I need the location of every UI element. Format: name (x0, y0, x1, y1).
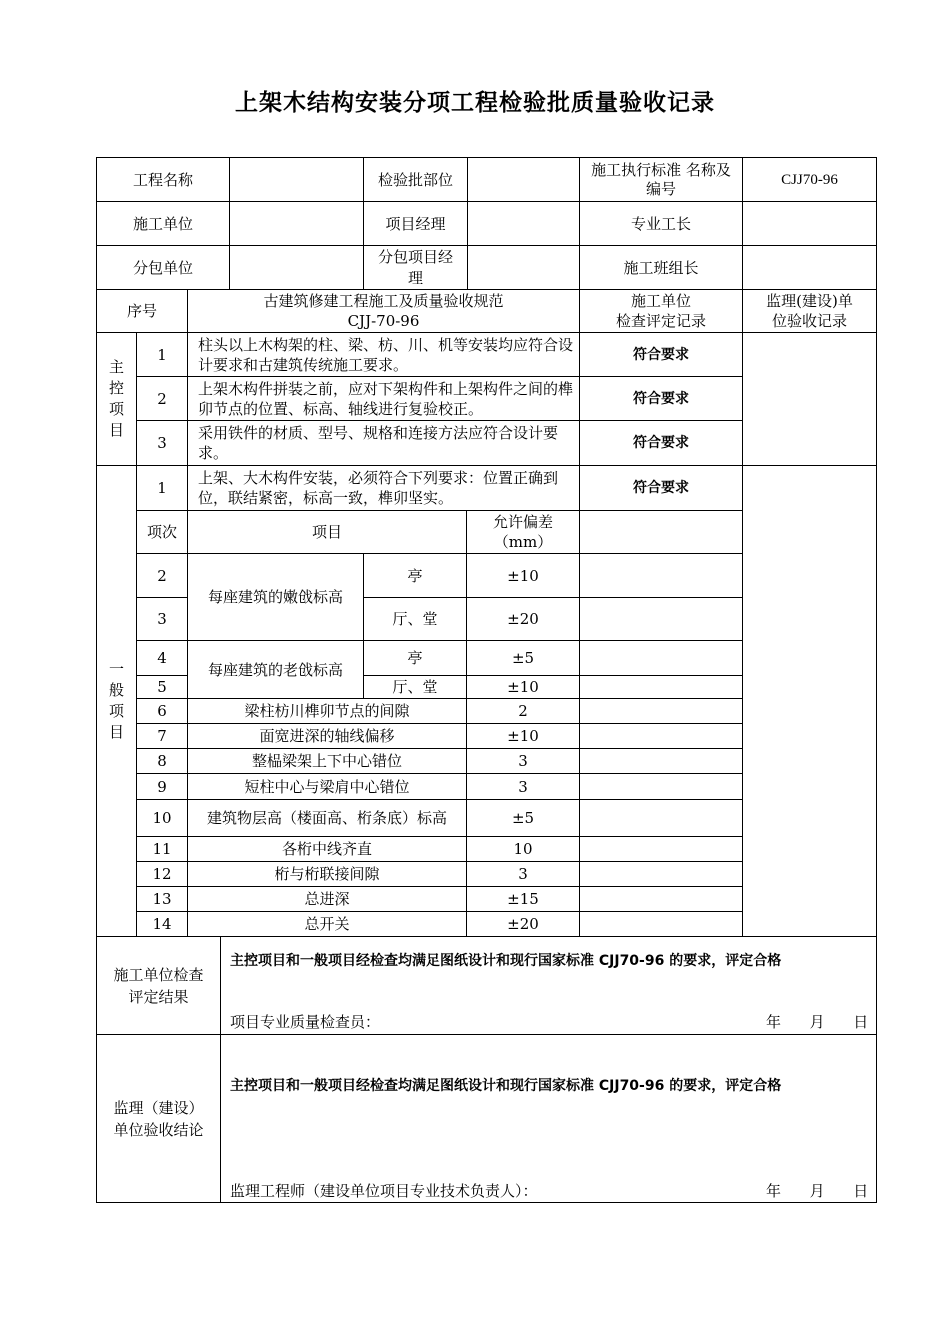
contractor-value[interactable] (229, 201, 364, 246)
row-no: 6 (136, 698, 188, 724)
spec-head: 古建筑修建工程施工及质量验收规范 CJJ-70-96 (187, 289, 580, 333)
contractor-record-cell[interactable] (579, 748, 743, 774)
row-tolerance: 3 (466, 861, 580, 887)
row-tolerance: ±10 (466, 553, 580, 598)
row-no: 9 (136, 773, 188, 800)
row-tolerance: ±10 (466, 723, 580, 749)
row-tolerance: ±20 (466, 597, 580, 641)
main-item-result: 符合要求 (579, 332, 743, 377)
supervisor-check-head: 监理(建设)单 位验收记录 (742, 289, 877, 333)
subcontractor-value[interactable] (229, 245, 364, 290)
subhead-item: 项目 (187, 510, 467, 554)
main-items-supervisor-cell[interactable] (742, 332, 877, 466)
row-no: 10 (136, 799, 188, 837)
manager-label: 项目经理 (363, 201, 468, 246)
main-item-text: 采用铁件的材质、型号、规格和连接方法应符合设计要求。 (187, 420, 580, 466)
manager-value[interactable] (467, 201, 580, 246)
row-no: 14 (136, 911, 188, 937)
row-no: 12 (136, 861, 188, 887)
batch-location-label: 检验批部位 (363, 157, 468, 202)
row-item: 短柱中心与梁肩中心错位 (187, 773, 467, 800)
contractor-record-cell[interactable] (579, 911, 743, 937)
row-item: 总进深 (187, 886, 467, 912)
contractor-record-cell[interactable] (579, 698, 743, 724)
main-item-no: 2 (136, 376, 188, 421)
subhead-tolerance: 允许偏差 （mm） (466, 510, 580, 554)
row-tolerance: 3 (466, 748, 580, 774)
row-tolerance: ±15 (466, 886, 580, 912)
team-leader-label: 施工班组长 (579, 245, 743, 290)
group-a-label: 每座建筑的嫩戗标高 (187, 553, 364, 641)
row-item: 面宽进深的轴线偏移 (187, 723, 467, 749)
general-items-label: 一 般 项 目 (96, 465, 137, 937)
contractor-record-cell[interactable] (579, 553, 743, 598)
contractor-result-text: 主控项目和一般项目经检查均满足图纸设计和现行国家标准 CJJ70-96 的要求，评定合格 (230, 953, 782, 969)
row-item: 总开关 (187, 911, 467, 937)
group-b-label: 每座建筑的老戗标高 (187, 640, 364, 699)
row-tolerance: 3 (466, 773, 580, 800)
general-item-result: 符合要求 (579, 465, 743, 511)
subcontractor-label: 分包单位 (96, 245, 230, 290)
row-no: 8 (136, 748, 188, 774)
row-item: 整榀梁架上下中心错位 (187, 748, 467, 774)
contractor-record-cell[interactable] (579, 836, 743, 862)
sub-manager-label: 分包项目经理 (363, 245, 468, 290)
general-item-no: 1 (136, 465, 188, 511)
contractor-record-cell[interactable] (579, 861, 743, 887)
supervisor-result-label: 监理（建设） 单位验收结论 (96, 1034, 221, 1203)
project-name-value[interactable] (229, 157, 364, 202)
row-no: 4 (136, 640, 188, 676)
main-item-text: 柱头以上木构架的柱、梁、枋、川、机等安装均应符合设计要求和古建筑传统施工要求。 (187, 332, 580, 377)
row-item: 建筑物层高（楼面高、桁条底）标高 (187, 799, 467, 837)
team-leader-value[interactable] (742, 245, 877, 290)
row-no: 3 (136, 597, 188, 641)
main-item-no: 1 (136, 332, 188, 377)
contractor-record-cell[interactable] (579, 723, 743, 749)
row-tolerance: 10 (466, 836, 580, 862)
row-no: 11 (136, 836, 188, 862)
row-no: 2 (136, 553, 188, 598)
row-no: 13 (136, 886, 188, 912)
supervisor-result-box[interactable] (220, 1034, 877, 1203)
contractor-record-cell[interactable] (579, 510, 743, 554)
row-subitem: 厅、堂 (363, 675, 467, 699)
subhead-no: 项次 (136, 510, 188, 554)
general-items-supervisor-cell[interactable] (742, 465, 877, 937)
contractor-result-date: 年 月 日 (766, 1013, 869, 1031)
foreman-label: 专业工长 (579, 201, 743, 246)
project-name-label: 工程名称 (96, 157, 230, 202)
contractor-check-head: 施工单位 检查评定记录 (579, 289, 743, 333)
contractor-record-cell[interactable] (579, 799, 743, 837)
main-item-no: 3 (136, 420, 188, 466)
row-tolerance: ±5 (466, 799, 580, 837)
general-item-text: 上架、大木构件安装，必须符合下列要求：位置正确到位，联结紧密，标高一致，榫卯坚实。 (187, 465, 580, 511)
contractor-record-cell[interactable] (579, 675, 743, 699)
row-subitem: 亭 (363, 553, 467, 598)
contractor-result-label: 施工单位检查 评定结果 (96, 936, 221, 1035)
row-no: 7 (136, 723, 188, 749)
row-tolerance: ±10 (466, 675, 580, 699)
supervisor-result-date: 年 月 日 (766, 1182, 869, 1200)
contractor-label: 施工单位 (96, 201, 230, 246)
seq-head: 序号 (96, 289, 188, 333)
row-tolerance: ±5 (466, 640, 580, 676)
row-subitem: 亭 (363, 640, 467, 676)
sub-manager-value[interactable] (467, 245, 580, 290)
contractor-record-cell[interactable] (579, 640, 743, 676)
main-item-result: 符合要求 (579, 420, 743, 466)
row-item: 梁柱枋川榫卯节点的间隙 (187, 698, 467, 724)
contractor-record-cell[interactable] (579, 773, 743, 800)
row-no: 5 (136, 675, 188, 699)
row-item: 桁与桁联接间隙 (187, 861, 467, 887)
main-item-result: 符合要求 (579, 376, 743, 421)
batch-location-value[interactable] (467, 157, 580, 202)
contractor-record-cell[interactable] (579, 886, 743, 912)
engineer-label: 监理工程师（建设单位项目专业技术负责人）： (230, 1182, 538, 1200)
page-title: 上架木结构安装分项工程检验批质量验收记录 (235, 90, 715, 116)
row-tolerance: ±20 (466, 911, 580, 937)
row-tolerance: 2 (466, 698, 580, 724)
standard-value: CJJ70-96 (742, 157, 877, 202)
main-item-text: 上架木构件拼装之前，应对下架构件和上架构件之间的榫卯节点的位置、标高、轴线进行复验校正。 (187, 376, 580, 421)
row-subitem: 厅、堂 (363, 597, 467, 641)
supervisor-result-text: 主控项目和一般项目经检查均满足图纸设计和现行国家标准 CJJ70-96 的要求，评定合格 (230, 1078, 782, 1094)
foreman-value[interactable] (742, 201, 877, 246)
row-item: 各桁中线齐直 (187, 836, 467, 862)
inspector-label: 项目专业质量检查员： (230, 1013, 381, 1031)
standard-label: 施工执行标准 名称及编号 (579, 157, 743, 202)
main-items-label: 主 控 项 目 (96, 332, 137, 466)
contractor-record-cell[interactable] (579, 597, 743, 641)
